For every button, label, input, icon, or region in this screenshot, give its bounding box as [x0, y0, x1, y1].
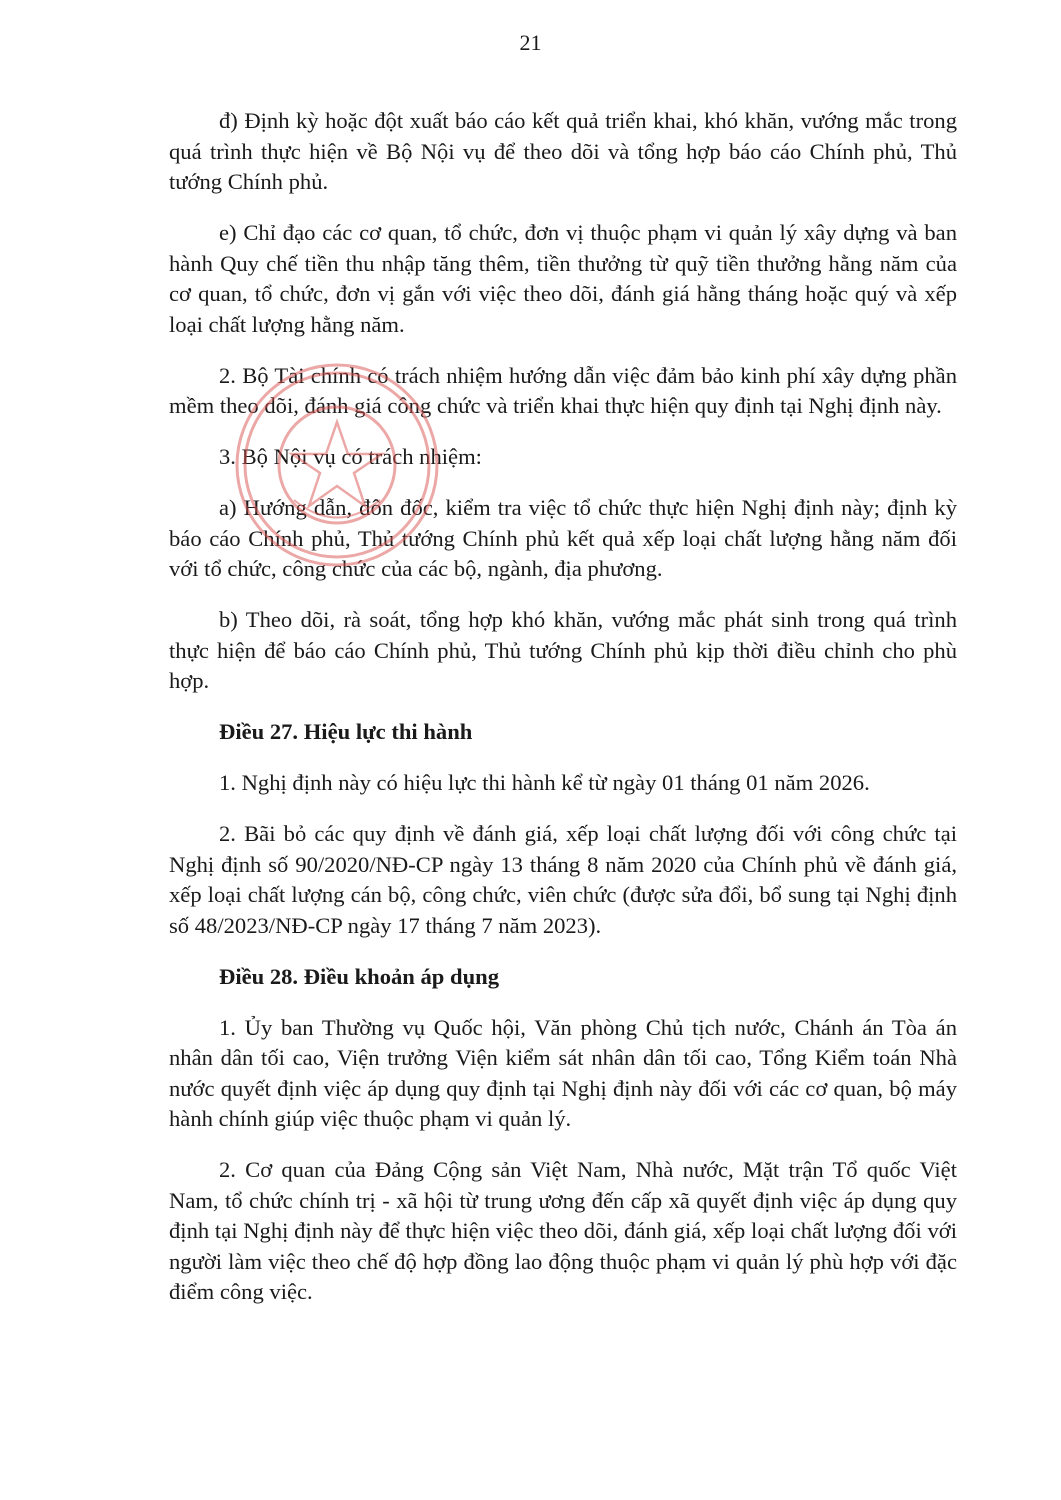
article-28-clause-1: 1. Ủy ban Thường vụ Quốc hội, Văn phòng Chủ tịch nước, Chánh án Tòa án nhân dân tối cao, Viện trưởng Viện kiểm sát nhân dân tối cao, Tổng Kiểm toán Nhà nước quyết định việc áp dụng quy định tại Nghị định này đối với các cơ quan, bộ máy hành chính giúp việc thuộc phạm vi quản lý. — [169, 1014, 957, 1131]
article-28-clause-2: 2. Cơ quan của Đảng Cộng sản Việt Nam, Nhà nước, Mặt trận Tổ quốc Việt Nam, tổ chức chính trị - xã hội từ trung ương đến cấp xã quyết định việc áp dụng quy định tại Nghị định này để thực hiện việc theo dõi, đánh giá, xếp loại chất lượng đối với người làm việc theo chế độ hợp đồng lao động thuộc phạm vi quản lý phù hợp với đặc điểm công việc. — [169, 1157, 957, 1304]
paragraph-b: b) Theo dõi, rà soát, tổng hợp khó khăn, vướng mắc phát sinh trong quá trình thực hiện để báo cáo Chính phủ, Thủ tướng Chính phủ kịp thời điều chỉnh cho phù hợp. — [169, 607, 957, 693]
article-27-heading: Điều 27. Hiệu lực thi hành — [219, 719, 473, 744]
article-27-clause-1: 1. Nghị định này có hiệu lực thi hành kể từ ngày 01 tháng 01 năm 2026. — [219, 770, 870, 795]
paragraph-a: a) Hướng dẫn, đôn đốc, kiểm tra việc tổ chức thực hiện Nghị định này; định kỳ báo cáo Chính phủ, Thủ tướng Chính phủ kết quả xếp loại chất lượng hằng năm đối với tổ chức, công chức của các bộ, ngành, địa phương. — [169, 495, 957, 581]
document-body — [169, 106, 957, 1328]
article-28-heading: Điều 28. Điều khoản áp dụng — [219, 963, 500, 989]
paragraph-ministry-home-affairs: 3. Bộ Nội vụ có trách nhiệm: — [219, 444, 482, 469]
paragraph-e: e) Chỉ đạo các cơ quan, tổ chức, đơn vị thuộc phạm vi quản lý xây dựng và ban hành Quy chế tiền thu nhập tăng thêm, tiền thưởng từ quỹ tiền thưởng hằng năm của cơ quan, tổ chức, đơn vị gắn với việc theo dõi, đánh giá hằng tháng hoặc quý và xếp loại chất lượng hằng năm. — [169, 220, 957, 337]
paragraph-d: đ) Định kỳ hoặc đột xuất báo cáo kết quả triển khai, khó khăn, vướng mắc trong quá trình thực hiện về Bộ Nội vụ để theo dõi và tổng hợp báo cáo Chính phủ, Thủ tướng Chính phủ. — [169, 108, 957, 194]
page-number: 21 — [519, 30, 542, 55]
article-27-clause-2: 2. Bãi bỏ các quy định về đánh giá, xếp loại chất lượng đối với công chức tại Nghị định số 90/2020/NĐ-CP ngày 13 tháng 8 năm 2020 của Chính phủ về đánh giá, xếp loại chất lượng cán bộ, công chức, viên chức (được sửa đổi, bổ sung tại Nghị định số 48/2023/NĐ-CP ngày 17 tháng 7 năm 2023). — [169, 821, 957, 938]
paragraph-ministry-finance: 2. Bộ Tài chính có trách nhiệm hướng dẫn việc đảm bảo kinh phí xây dựng phần mềm theo dõi, đánh giá công chức và triển khai thực hiện quy định tại Nghị định này. — [169, 362, 957, 418]
